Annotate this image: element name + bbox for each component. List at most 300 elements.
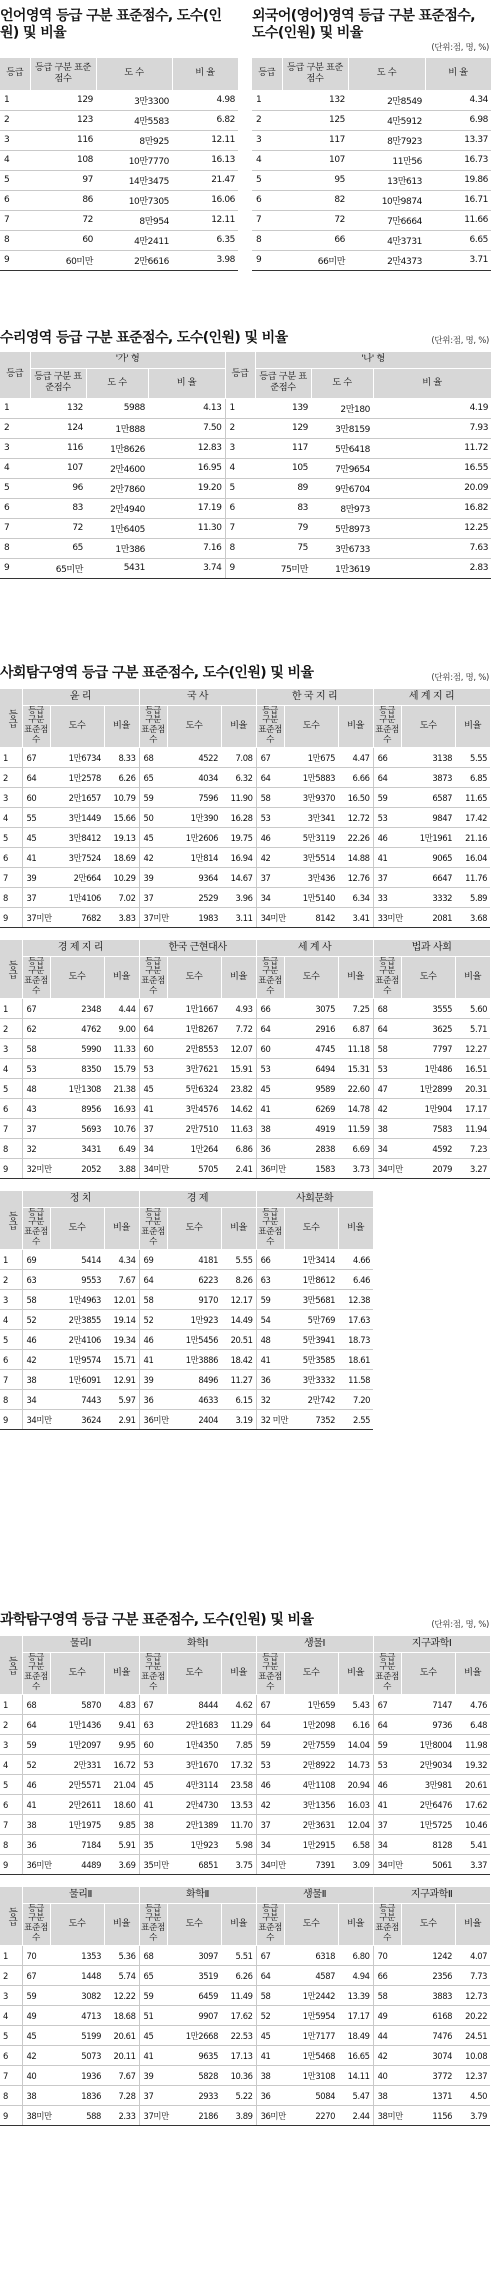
table-cell: 34미만 xyxy=(373,1159,401,1179)
table-cell: 129 xyxy=(255,418,311,438)
table-row xyxy=(252,90,491,110)
table-cell: 23.82 xyxy=(221,1079,256,1099)
table-cell: 12.76 xyxy=(338,868,373,888)
col-score: 등급 구분 표준점수 xyxy=(139,1903,167,1946)
table-row xyxy=(0,1855,490,1875)
table-cell: 41 xyxy=(139,1350,167,1370)
table-cell: 8.33 xyxy=(104,748,139,768)
table-cell: 46 xyxy=(373,1775,401,1795)
table-cell: 42 xyxy=(373,2046,401,2066)
col-score: 등급 구분 표준점수 xyxy=(256,1652,284,1695)
col-score: 등급 구분 표준점수 xyxy=(255,368,311,398)
table-cell: 20.11 xyxy=(104,2046,139,2066)
table-cell: 34미만 xyxy=(139,1159,167,1179)
table-cell: 6.26 xyxy=(104,768,139,788)
col-ratio: 비율 xyxy=(338,1207,373,1250)
table-cell: 6.32 xyxy=(221,768,256,788)
table-row xyxy=(0,1159,490,1179)
table-cell: 17.19 xyxy=(148,498,225,518)
table-cell: 4.19 xyxy=(373,398,491,418)
table-cell: 105 xyxy=(255,458,311,478)
table-cell: 3만1449 xyxy=(50,808,104,828)
col-ratio: 비 율 xyxy=(425,58,491,90)
table-cell: 67 xyxy=(22,748,50,768)
table-cell: 6168 xyxy=(401,2006,455,2026)
table-cell: 6 xyxy=(0,1099,22,1119)
col-count: 도수 xyxy=(50,956,104,999)
subject-table xyxy=(0,940,491,1179)
table-cell: 7 xyxy=(0,1119,22,1139)
table-row xyxy=(0,1795,490,1815)
table-row xyxy=(0,1119,490,1139)
col-score: 등급 구분 표준점수 xyxy=(22,1903,50,1946)
table-cell: 588 xyxy=(50,2106,104,2126)
table-cell: 11.72 xyxy=(373,438,491,458)
table-cell: 1만8004 xyxy=(401,1735,455,1755)
table-cell: 3.69 xyxy=(104,1855,139,1875)
table-cell: 70 xyxy=(22,1946,50,1966)
table-cell: 6647 xyxy=(401,868,455,888)
table-cell: 3075 xyxy=(284,999,338,1019)
table-cell: 34 xyxy=(22,1390,50,1410)
table-cell: 7.28 xyxy=(104,2086,139,2106)
col-ratio: 비율 xyxy=(104,705,139,748)
science-table-2 xyxy=(0,1887,491,2126)
table-cell: 16.28 xyxy=(221,808,256,828)
science-section xyxy=(0,1612,491,2126)
subject-header: 세 계 사 xyxy=(256,940,373,956)
table-row xyxy=(0,1755,490,1775)
table-cell: 42 xyxy=(139,848,167,868)
table-cell: 2 xyxy=(0,1966,22,1986)
table-cell: 21.38 xyxy=(104,1079,139,1099)
table-cell: 124 xyxy=(30,418,86,438)
table-cell: 45 xyxy=(22,2026,50,2046)
table-cell: 1만5456 xyxy=(167,1330,221,1350)
table-cell: 16.72 xyxy=(104,1755,139,1775)
table-cell: 8128 xyxy=(401,1835,455,1855)
table-cell: 34미만 xyxy=(256,908,284,928)
table-cell: 4 xyxy=(0,458,30,478)
table-cell: 46 xyxy=(22,1330,50,1350)
table-cell: 12.04 xyxy=(338,1815,373,1835)
table-cell: 22.26 xyxy=(338,828,373,848)
table-cell: 33미만 xyxy=(373,908,401,928)
table-row xyxy=(0,458,491,478)
table-cell: 58 xyxy=(139,1290,167,1310)
table-cell: 6269 xyxy=(284,1099,338,1119)
col-score: 등급 구분 표준점수 xyxy=(373,1652,401,1695)
table-cell: 7.93 xyxy=(373,418,491,438)
table-cell: 10.46 xyxy=(455,1815,490,1835)
table-cell: 2만2611 xyxy=(50,1795,104,1815)
table-cell: 12.91 xyxy=(104,1370,139,1390)
table-row xyxy=(0,848,490,868)
table-cell: 67 xyxy=(22,999,50,1019)
table-cell: 5만6418 xyxy=(311,438,373,458)
table-cell: 2만1657 xyxy=(50,788,104,808)
table-cell: 3만5681 xyxy=(284,1290,338,1310)
table-cell: 3.79 xyxy=(455,2106,490,2126)
table-cell: 6.48 xyxy=(455,1715,490,1735)
table-cell: 3555 xyxy=(401,999,455,1019)
table-cell: 2 xyxy=(0,1715,22,1735)
table-cell: 41 xyxy=(139,2046,167,2066)
table-cell: 10만7770 xyxy=(96,150,172,170)
table-row xyxy=(0,210,238,230)
col-count: 도수 xyxy=(401,956,455,999)
table-cell: 5 xyxy=(225,478,255,498)
col-score: 등급 구분 표준점수 xyxy=(139,956,167,999)
table-cell: 41 xyxy=(22,1795,50,1815)
table-cell: 60 xyxy=(139,1735,167,1755)
table-cell: 7184 xyxy=(50,1835,104,1855)
table-cell: 4 xyxy=(0,808,22,828)
table-cell: 18.73 xyxy=(338,1330,373,1350)
table-cell: 47 xyxy=(373,1079,401,1099)
table-cell: 66 xyxy=(373,1966,401,1986)
subject-header: 국 사 xyxy=(139,689,256,705)
table-cell: 2만4373 xyxy=(348,250,425,270)
table-cell: 24.51 xyxy=(455,2026,490,2046)
table-cell: 38미만 xyxy=(22,2106,50,2126)
table-cell: 38 xyxy=(373,2086,401,2106)
table-cell: 59 xyxy=(256,1735,284,1755)
table-cell: 42 xyxy=(256,1795,284,1815)
table-cell: 1만923 xyxy=(167,1835,221,1855)
table-row xyxy=(252,250,491,270)
table-cell: 38 xyxy=(139,1815,167,1835)
table-cell: 3332 xyxy=(401,888,455,908)
table-cell: 8 xyxy=(0,1835,22,1855)
table-cell: 50 xyxy=(139,808,167,828)
col-count: 도수 xyxy=(401,1903,455,1946)
table-row xyxy=(0,1735,490,1755)
table-cell: 53 xyxy=(373,1059,401,1079)
table-cell: 45 xyxy=(256,2026,284,2046)
table-cell: 8142 xyxy=(284,908,338,928)
table-cell: 59 xyxy=(373,788,401,808)
table-cell: 1만1975 xyxy=(50,1815,104,1835)
table-cell: 12.11 xyxy=(172,130,238,150)
table-cell: 4만2411 xyxy=(96,230,172,250)
table-cell: 19.32 xyxy=(455,1755,490,1775)
col-score: 등급 구분 표준점수 xyxy=(22,956,50,999)
table-cell: 11.66 xyxy=(425,210,491,230)
table-cell: 2만4106 xyxy=(50,1330,104,1350)
table-cell: 7 xyxy=(0,1815,22,1835)
table-cell: 5만6324 xyxy=(167,1079,221,1099)
table-cell: 11.90 xyxy=(221,788,256,808)
table-cell: 5084 xyxy=(284,2086,338,2106)
table-cell: 1만8267 xyxy=(167,1019,221,1039)
table-cell: 5 xyxy=(0,1775,22,1795)
table-row xyxy=(0,1946,490,1966)
table-cell: 46 xyxy=(256,1775,284,1795)
table-cell: 1만6734 xyxy=(50,748,104,768)
table-cell: 6.82 xyxy=(172,110,238,130)
table-cell: 4633 xyxy=(167,1390,221,1410)
table-cell: 46 xyxy=(373,828,401,848)
table-cell: 37 xyxy=(256,1815,284,1835)
table-cell: 1 xyxy=(225,398,255,418)
table-cell: 18.69 xyxy=(104,848,139,868)
table-cell: 6851 xyxy=(167,1855,221,1875)
table-cell: 64 xyxy=(22,1715,50,1735)
table-cell: 63 xyxy=(256,1270,284,1290)
table-row xyxy=(0,1370,373,1390)
table-cell: 37 xyxy=(22,888,50,908)
table-cell: 5.74 xyxy=(104,1966,139,1986)
table-cell: 20.51 xyxy=(221,1330,256,1350)
table-cell: 1 xyxy=(0,90,30,110)
table-cell: 17.62 xyxy=(455,1795,490,1815)
table-cell: 10만7305 xyxy=(96,190,172,210)
table-cell: 117 xyxy=(255,438,311,458)
table-cell: 38 xyxy=(22,1815,50,1835)
table-cell: 4522 xyxy=(167,748,221,768)
table-cell: 9.95 xyxy=(104,1735,139,1755)
col-score: 등급 구분 표준점수 xyxy=(373,1903,401,1946)
table-cell: 75미만 xyxy=(255,558,311,578)
table-cell: 3만8159 xyxy=(311,418,373,438)
table-cell: 129 xyxy=(30,90,96,110)
table-cell: 3138 xyxy=(401,748,455,768)
subject-table xyxy=(0,1191,374,1430)
table-cell: 11.63 xyxy=(221,1119,256,1139)
table-cell: 16.71 xyxy=(425,190,491,210)
table-cell: 69 xyxy=(139,1250,167,1270)
table-cell: 8만7923 xyxy=(348,130,425,150)
table-cell: 3 xyxy=(0,1290,22,1310)
table-cell: 16.73 xyxy=(425,150,491,170)
table-cell: 2만4600 xyxy=(86,458,148,478)
col-ratio: 비율 xyxy=(221,1903,256,1946)
table-cell: 1만2098 xyxy=(284,1715,338,1735)
table-cell: 5870 xyxy=(50,1695,104,1715)
table-cell: 67 xyxy=(139,999,167,1019)
table-cell: 8956 xyxy=(50,1099,104,1119)
table-cell: 8.26 xyxy=(221,1270,256,1290)
col-count: 도수 xyxy=(50,1903,104,1946)
table-cell: 14.73 xyxy=(338,1755,373,1775)
table-cell: 1 xyxy=(0,1695,22,1715)
table-cell: 7682 xyxy=(50,908,104,928)
table-cell: 34 xyxy=(256,888,284,908)
table-cell: 7.16 xyxy=(148,538,225,558)
table-row xyxy=(0,1139,490,1159)
table-cell: 5199 xyxy=(50,2026,104,2046)
table-cell: 38 xyxy=(22,2086,50,2106)
table-cell: 7만6664 xyxy=(348,210,425,230)
table-cell: 16.50 xyxy=(338,788,373,808)
table-cell: 72 xyxy=(282,210,348,230)
table-cell: 9364 xyxy=(167,868,221,888)
lang-table xyxy=(0,58,239,271)
table-cell: 5 xyxy=(0,170,30,190)
table-cell: 3만5514 xyxy=(284,848,338,868)
table-cell: 59 xyxy=(139,1986,167,2006)
table-cell: 3.89 xyxy=(221,2106,256,2126)
table-cell: 2만7510 xyxy=(167,1119,221,1139)
table-cell: 2052 xyxy=(50,1159,104,1179)
table-cell: 37미만 xyxy=(22,908,50,928)
table-cell: 6 xyxy=(0,2046,22,2066)
table-cell: 7 xyxy=(0,2066,22,2086)
table-cell: 41 xyxy=(139,1795,167,1815)
math-na-label: '나' 형 xyxy=(255,352,491,368)
table-cell: 37 xyxy=(139,2086,167,2106)
table-cell: 7 xyxy=(252,210,282,230)
table-cell: 1353 xyxy=(50,1946,104,1966)
table-cell: 9907 xyxy=(167,2006,221,2026)
table-cell: 3772 xyxy=(401,2066,455,2086)
table-cell: 37 xyxy=(373,868,401,888)
subject-header: 화학Ⅱ xyxy=(139,1887,256,1903)
table-cell: 7443 xyxy=(50,1390,104,1410)
col-count: 도수 xyxy=(284,705,338,748)
table-cell: 6.34 xyxy=(338,888,373,908)
table-cell: 3074 xyxy=(401,2046,455,2066)
table-cell: 3만7524 xyxy=(50,848,104,868)
table-cell: 8444 xyxy=(167,1695,221,1715)
table-cell: 41 xyxy=(256,1099,284,1119)
table-cell: 1만5468 xyxy=(284,2046,338,2066)
table-cell: 2 xyxy=(0,110,30,130)
table-cell: 3.09 xyxy=(338,1855,373,1875)
table-cell: 5.43 xyxy=(338,1695,373,1715)
table-cell: 52 xyxy=(22,1310,50,1330)
table-cell: 39 xyxy=(139,1370,167,1390)
table-cell: 17.42 xyxy=(455,808,490,828)
table-cell: 16.04 xyxy=(455,848,490,868)
table-cell: 2만4730 xyxy=(167,1795,221,1815)
table-cell: 34 xyxy=(139,1139,167,1159)
table-cell: 4 xyxy=(0,150,30,170)
table-cell: 66 xyxy=(256,1250,284,1270)
table-cell: 3만4576 xyxy=(167,1099,221,1119)
table-cell: 72 xyxy=(30,210,96,230)
table-cell: 7 xyxy=(225,518,255,538)
col-ratio: 비율 xyxy=(338,705,373,748)
table-cell: 12.11 xyxy=(172,210,238,230)
table-cell: 1만1436 xyxy=(50,1715,104,1735)
table-cell: 1만8626 xyxy=(86,438,148,458)
table-cell: 2 xyxy=(0,418,30,438)
table-cell: 14.88 xyxy=(338,848,373,868)
col-score: 등급 구분 표준점수 xyxy=(139,1207,167,1250)
table-cell: 32 xyxy=(256,1390,284,1410)
table-cell: 8 xyxy=(0,888,22,908)
table-cell: 19.20 xyxy=(148,478,225,498)
col-ratio: 비율 xyxy=(104,1903,139,1946)
table-cell: 67 xyxy=(139,1695,167,1715)
table-cell: 16.65 xyxy=(338,2046,373,2066)
table-cell: 37 xyxy=(256,868,284,888)
table-cell: 6.26 xyxy=(221,1966,256,1986)
table-cell: 2404 xyxy=(167,1410,221,1430)
table-cell: 1만5140 xyxy=(284,888,338,908)
table-cell: 2만9034 xyxy=(401,1755,455,1775)
table-cell: 14.62 xyxy=(221,1099,256,1119)
lang-tbody xyxy=(0,90,238,270)
col-score: 등급 구분 표준점수 xyxy=(139,705,167,748)
table-cell: 123 xyxy=(30,110,96,130)
table-cell: 4592 xyxy=(401,1139,455,1159)
table-cell: 4 xyxy=(0,1310,22,1330)
table-row xyxy=(252,110,491,130)
table-cell: 6.65 xyxy=(425,230,491,250)
table-cell: 40 xyxy=(373,2066,401,2086)
col-ratio: 비율 xyxy=(104,1652,139,1695)
table-cell: 2348 xyxy=(50,999,104,1019)
table-cell: 107 xyxy=(282,150,348,170)
table-row xyxy=(252,150,491,170)
subject-header: 법과 사회 xyxy=(373,940,490,956)
table-cell: 3만3332 xyxy=(284,1370,338,1390)
table-cell: 11.65 xyxy=(455,788,490,808)
col-score: 등급 구분 표준점수 xyxy=(22,1207,50,1250)
table-cell: 11.33 xyxy=(104,1039,139,1059)
col-grade: 등급 xyxy=(225,352,255,398)
table-cell: 5 xyxy=(0,828,22,848)
table-cell: 75 xyxy=(255,538,311,558)
table-cell: 49 xyxy=(22,2006,50,2026)
table-cell: 52 xyxy=(256,2006,284,2026)
table-cell: 41 xyxy=(256,1350,284,1370)
subject-header: 생물Ⅱ xyxy=(256,1887,373,1903)
table-cell: 1371 xyxy=(401,2086,455,2106)
table-cell: 107 xyxy=(30,458,86,478)
col-count: 도수 xyxy=(167,956,221,999)
table-cell: 10.29 xyxy=(104,868,139,888)
subject-header: 한국 근현대사 xyxy=(139,940,256,956)
table-cell: 4.47 xyxy=(338,748,373,768)
table-cell: 2529 xyxy=(167,888,221,908)
table-cell: 4489 xyxy=(50,1855,104,1875)
table-cell: 59 xyxy=(373,1735,401,1755)
table-cell: 46 xyxy=(139,1330,167,1350)
col-count: 도수 xyxy=(167,1652,221,1695)
table-cell: 41 xyxy=(22,848,50,868)
table-cell: 32 xyxy=(22,1139,50,1159)
table-cell: 9 xyxy=(225,558,255,578)
table-cell: 58 xyxy=(22,1039,50,1059)
table-cell: 39 xyxy=(139,868,167,888)
table-cell: 1만2578 xyxy=(50,768,104,788)
table-cell: 11.58 xyxy=(338,1370,373,1390)
table-cell: 53 xyxy=(139,1059,167,1079)
table-cell: 6.85 xyxy=(455,768,490,788)
table-cell: 4만1108 xyxy=(284,1775,338,1795)
col-grade: 등급 xyxy=(0,1887,22,1946)
table-row xyxy=(0,768,490,788)
table-cell: 58 xyxy=(373,1986,401,2006)
table-cell: 1만3619 xyxy=(311,558,373,578)
table-cell: 1936 xyxy=(50,2066,104,2086)
table-cell: 2933 xyxy=(167,2086,221,2106)
table-cell: 41 xyxy=(373,1795,401,1815)
table-cell: 4.62 xyxy=(221,1695,256,1715)
col-ratio: 비 율 xyxy=(373,368,491,398)
table-cell: 9635 xyxy=(167,2046,221,2066)
subject-header: 물리Ⅱ xyxy=(22,1887,139,1903)
table-cell: 5.55 xyxy=(455,748,490,768)
table-cell: 38 xyxy=(256,2066,284,2086)
table-row xyxy=(0,538,491,558)
table-cell: 4.07 xyxy=(455,1946,490,1966)
col-score: 등급 구분 표준점수 xyxy=(256,1207,284,1250)
